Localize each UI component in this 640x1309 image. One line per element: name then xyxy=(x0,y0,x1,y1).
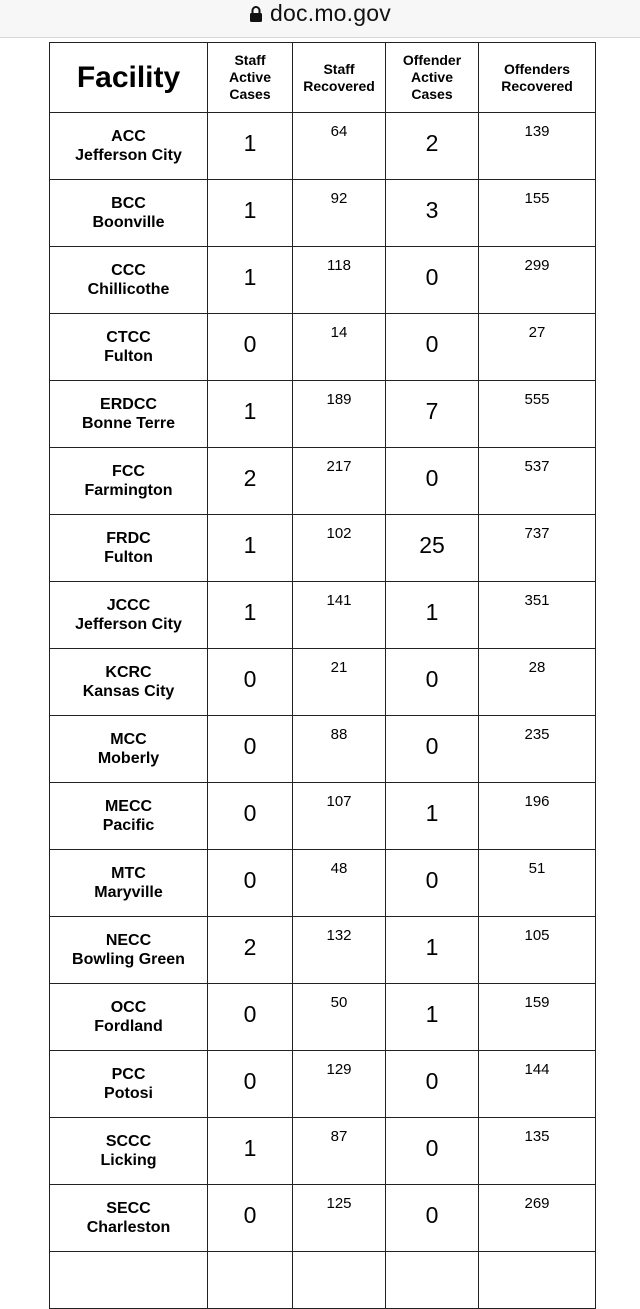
staff-recovered-cell: 125 xyxy=(293,1185,386,1252)
facility-cell xyxy=(50,1051,208,1118)
staff-recovered-cell: 189 xyxy=(293,381,386,448)
facility-cell xyxy=(50,448,208,515)
facility-cell xyxy=(50,113,208,180)
header-line: Staff xyxy=(234,52,266,68)
facility-city: Moberly xyxy=(97,750,160,767)
facility-cell xyxy=(50,649,208,716)
staff-recovered-cell: 64 xyxy=(293,113,386,180)
header-line: Recovered xyxy=(303,77,375,94)
offenders-recovered-cell: 351 xyxy=(479,582,596,649)
staff-active-cell: 0 xyxy=(208,850,293,917)
staff-active-cell: 1 xyxy=(208,515,293,582)
staff-recovered-cell: 141 xyxy=(293,582,386,649)
partial-cell xyxy=(386,1252,479,1309)
facility-cell xyxy=(50,515,208,582)
offenders-recovered-cell: 135 xyxy=(479,1118,596,1185)
offenders-recovered-cell: 235 xyxy=(479,716,596,783)
facility-city: Kansas City xyxy=(82,683,175,700)
facility-cell xyxy=(50,1185,208,1252)
facility-cell xyxy=(50,716,208,783)
table-row xyxy=(50,917,596,984)
facility-cell xyxy=(50,180,208,247)
staff-active-cell: 1 xyxy=(208,381,293,448)
offender-active-cell: 1 xyxy=(386,917,479,984)
facility-code: KCRC xyxy=(105,664,152,681)
offenders-recovered-cell: 196 xyxy=(479,783,596,850)
offenders-recovered-cell: 139 xyxy=(479,113,596,180)
offenders-recovered-cell: 105 xyxy=(479,917,596,984)
offenders-recovered-cell: 299 xyxy=(479,247,596,314)
address-bar-content xyxy=(249,0,391,27)
table-row-partial xyxy=(50,1252,596,1309)
offenders-recovered-cell: 269 xyxy=(479,1185,596,1252)
offenders-recovered-cell: 27 xyxy=(479,314,596,381)
offender-active-cell: 0 xyxy=(386,850,479,917)
offender-active-cell: 1 xyxy=(386,984,479,1051)
offender-active-cell: 1 xyxy=(386,582,479,649)
facility-code: ERDCC xyxy=(100,396,157,413)
offender-active-cell: 0 xyxy=(386,1051,479,1118)
header-line: Staff xyxy=(323,60,355,77)
facility-city: Potosi xyxy=(104,1085,153,1102)
facility-city: Jefferson City xyxy=(75,616,182,633)
header-line: Active xyxy=(410,69,454,85)
staff-active-cell: 0 xyxy=(208,1185,293,1252)
offender-active-cell: 0 xyxy=(386,716,479,783)
staff-active-cell: 1 xyxy=(208,180,293,247)
facility-city: Licking xyxy=(100,1152,157,1169)
offender-active-cell: 0 xyxy=(386,314,479,381)
facility-city: Pacific xyxy=(102,817,155,834)
table-row xyxy=(50,716,596,783)
staff-active-cell: 0 xyxy=(208,1051,293,1118)
covid-cases-table xyxy=(49,42,596,1309)
offender-active-cell: 7 xyxy=(386,381,479,448)
facility-cell xyxy=(50,850,208,917)
partial-cell xyxy=(50,1252,208,1309)
staff-active-cell: 1 xyxy=(208,113,293,180)
facility-code: OCC xyxy=(110,999,147,1016)
offenders-recovered-cell: 155 xyxy=(479,180,596,247)
facility-city: Maryville xyxy=(94,884,163,901)
facility-cell xyxy=(50,582,208,649)
header-staff-active-cases xyxy=(208,43,293,113)
staff-recovered-cell: 129 xyxy=(293,1051,386,1118)
staff-recovered-cell: 92 xyxy=(293,180,386,247)
facility-cell xyxy=(50,917,208,984)
facility-city: Fulton xyxy=(104,549,153,566)
staff-active-cell: 1 xyxy=(208,1118,293,1185)
facility-code: PCC xyxy=(111,1066,146,1083)
staff-active-cell: 1 xyxy=(208,247,293,314)
table-row xyxy=(50,314,596,381)
table-row xyxy=(50,783,596,850)
header-staff-recovered xyxy=(293,43,386,113)
staff-active-cell: 2 xyxy=(208,448,293,515)
staff-recovered-cell: 14 xyxy=(293,314,386,381)
staff-recovered-cell: 132 xyxy=(293,917,386,984)
staff-recovered-cell: 21 xyxy=(293,649,386,716)
offender-active-cell: 0 xyxy=(386,649,479,716)
header-offender-active-cases xyxy=(386,43,479,113)
facility-cell xyxy=(50,984,208,1051)
facility-city: Jefferson City xyxy=(75,147,182,164)
offender-active-cell: 0 xyxy=(386,1118,479,1185)
table-row xyxy=(50,247,596,314)
facility-code: CTCC xyxy=(106,329,151,346)
partial-cell xyxy=(479,1252,596,1309)
table-row xyxy=(50,984,596,1051)
offenders-recovered-cell: 537 xyxy=(479,448,596,515)
header-line: Active xyxy=(228,69,272,85)
table-row xyxy=(50,448,596,515)
staff-active-cell: 0 xyxy=(208,716,293,783)
facility-cell xyxy=(50,1118,208,1185)
staff-recovered-cell: 217 xyxy=(293,448,386,515)
table-row xyxy=(50,582,596,649)
staff-active-cell: 0 xyxy=(208,783,293,850)
facility-city: Charleston xyxy=(86,1219,171,1236)
facility-city: Bonne Terre xyxy=(81,415,176,432)
facility-code: CCC xyxy=(111,262,146,279)
staff-active-cell: 1 xyxy=(208,582,293,649)
offender-active-cell: 0 xyxy=(386,448,479,515)
staff-active-cell: 0 xyxy=(208,984,293,1051)
facility-code: MTC xyxy=(111,865,146,882)
offender-active-cell: 3 xyxy=(386,180,479,247)
table-row xyxy=(50,1051,596,1118)
header-line: Offenders xyxy=(503,60,571,77)
facility-code: FRDC xyxy=(106,530,151,547)
staff-active-cell: 0 xyxy=(208,314,293,381)
table-row xyxy=(50,1185,596,1252)
offenders-recovered-cell: 737 xyxy=(479,515,596,582)
table-row xyxy=(50,515,596,582)
offender-active-cell: 1 xyxy=(386,783,479,850)
facility-cell xyxy=(50,783,208,850)
partial-cell xyxy=(208,1252,293,1309)
table-header-row xyxy=(50,43,596,113)
facility-cell xyxy=(50,381,208,448)
facility-city: Bowling Green xyxy=(72,951,185,968)
partial-cell xyxy=(293,1252,386,1309)
facility-code: ACC xyxy=(111,128,146,145)
offender-active-cell: 25 xyxy=(386,515,479,582)
offenders-recovered-cell: 144 xyxy=(479,1051,596,1118)
offender-active-cell: 2 xyxy=(386,113,479,180)
facility-code: NECC xyxy=(105,932,152,949)
staff-recovered-cell: 48 xyxy=(293,850,386,917)
staff-active-cell: 0 xyxy=(208,649,293,716)
header-offenders-recovered xyxy=(479,43,596,113)
facility-cell xyxy=(50,247,208,314)
table-row xyxy=(50,113,596,180)
facility-city: Chillicothe xyxy=(87,281,170,298)
facility-code: FCC xyxy=(112,463,145,480)
table-row xyxy=(50,1118,596,1185)
offenders-recovered-cell: 159 xyxy=(479,984,596,1051)
facility-city: Fulton xyxy=(104,348,153,365)
header-line: Cases xyxy=(411,86,453,102)
header-line: Offender xyxy=(402,52,462,68)
table-row xyxy=(50,649,596,716)
offender-active-cell: 0 xyxy=(386,1185,479,1252)
offenders-recovered-cell: 555 xyxy=(479,381,596,448)
table-row xyxy=(50,381,596,448)
staff-recovered-cell: 88 xyxy=(293,716,386,783)
facility-city: Farmington xyxy=(84,482,173,499)
facility-code: SCCC xyxy=(105,1133,152,1150)
facility-code: MECC xyxy=(104,798,153,815)
facility-code: JCCC xyxy=(106,597,151,614)
offenders-recovered-cell: 51 xyxy=(479,850,596,917)
staff-active-cell: 2 xyxy=(208,917,293,984)
staff-recovered-cell: 107 xyxy=(293,783,386,850)
offenders-recovered-cell: 28 xyxy=(479,649,596,716)
staff-recovered-cell: 118 xyxy=(293,247,386,314)
staff-recovered-cell: 50 xyxy=(293,984,386,1051)
staff-recovered-cell: 102 xyxy=(293,515,386,582)
facility-cell xyxy=(50,314,208,381)
table-row xyxy=(50,180,596,247)
url-text[interactable]: doc.mo.gov xyxy=(270,0,391,26)
offender-active-cell: 0 xyxy=(386,247,479,314)
facility-code: BCC xyxy=(111,195,146,212)
table-row xyxy=(50,850,596,917)
header-line: Cases xyxy=(229,86,271,102)
header-line: Recovered xyxy=(501,77,573,94)
facility-city: Boonville xyxy=(92,214,165,231)
facility-code: SECC xyxy=(106,1200,151,1217)
facility-city: Fordland xyxy=(94,1018,163,1035)
facility-code: MCC xyxy=(110,731,147,748)
staff-recovered-cell: 87 xyxy=(293,1118,386,1185)
browser-address-bar[interactable] xyxy=(0,0,640,38)
lock-icon xyxy=(249,5,263,23)
header-facility: Facility xyxy=(50,43,208,113)
